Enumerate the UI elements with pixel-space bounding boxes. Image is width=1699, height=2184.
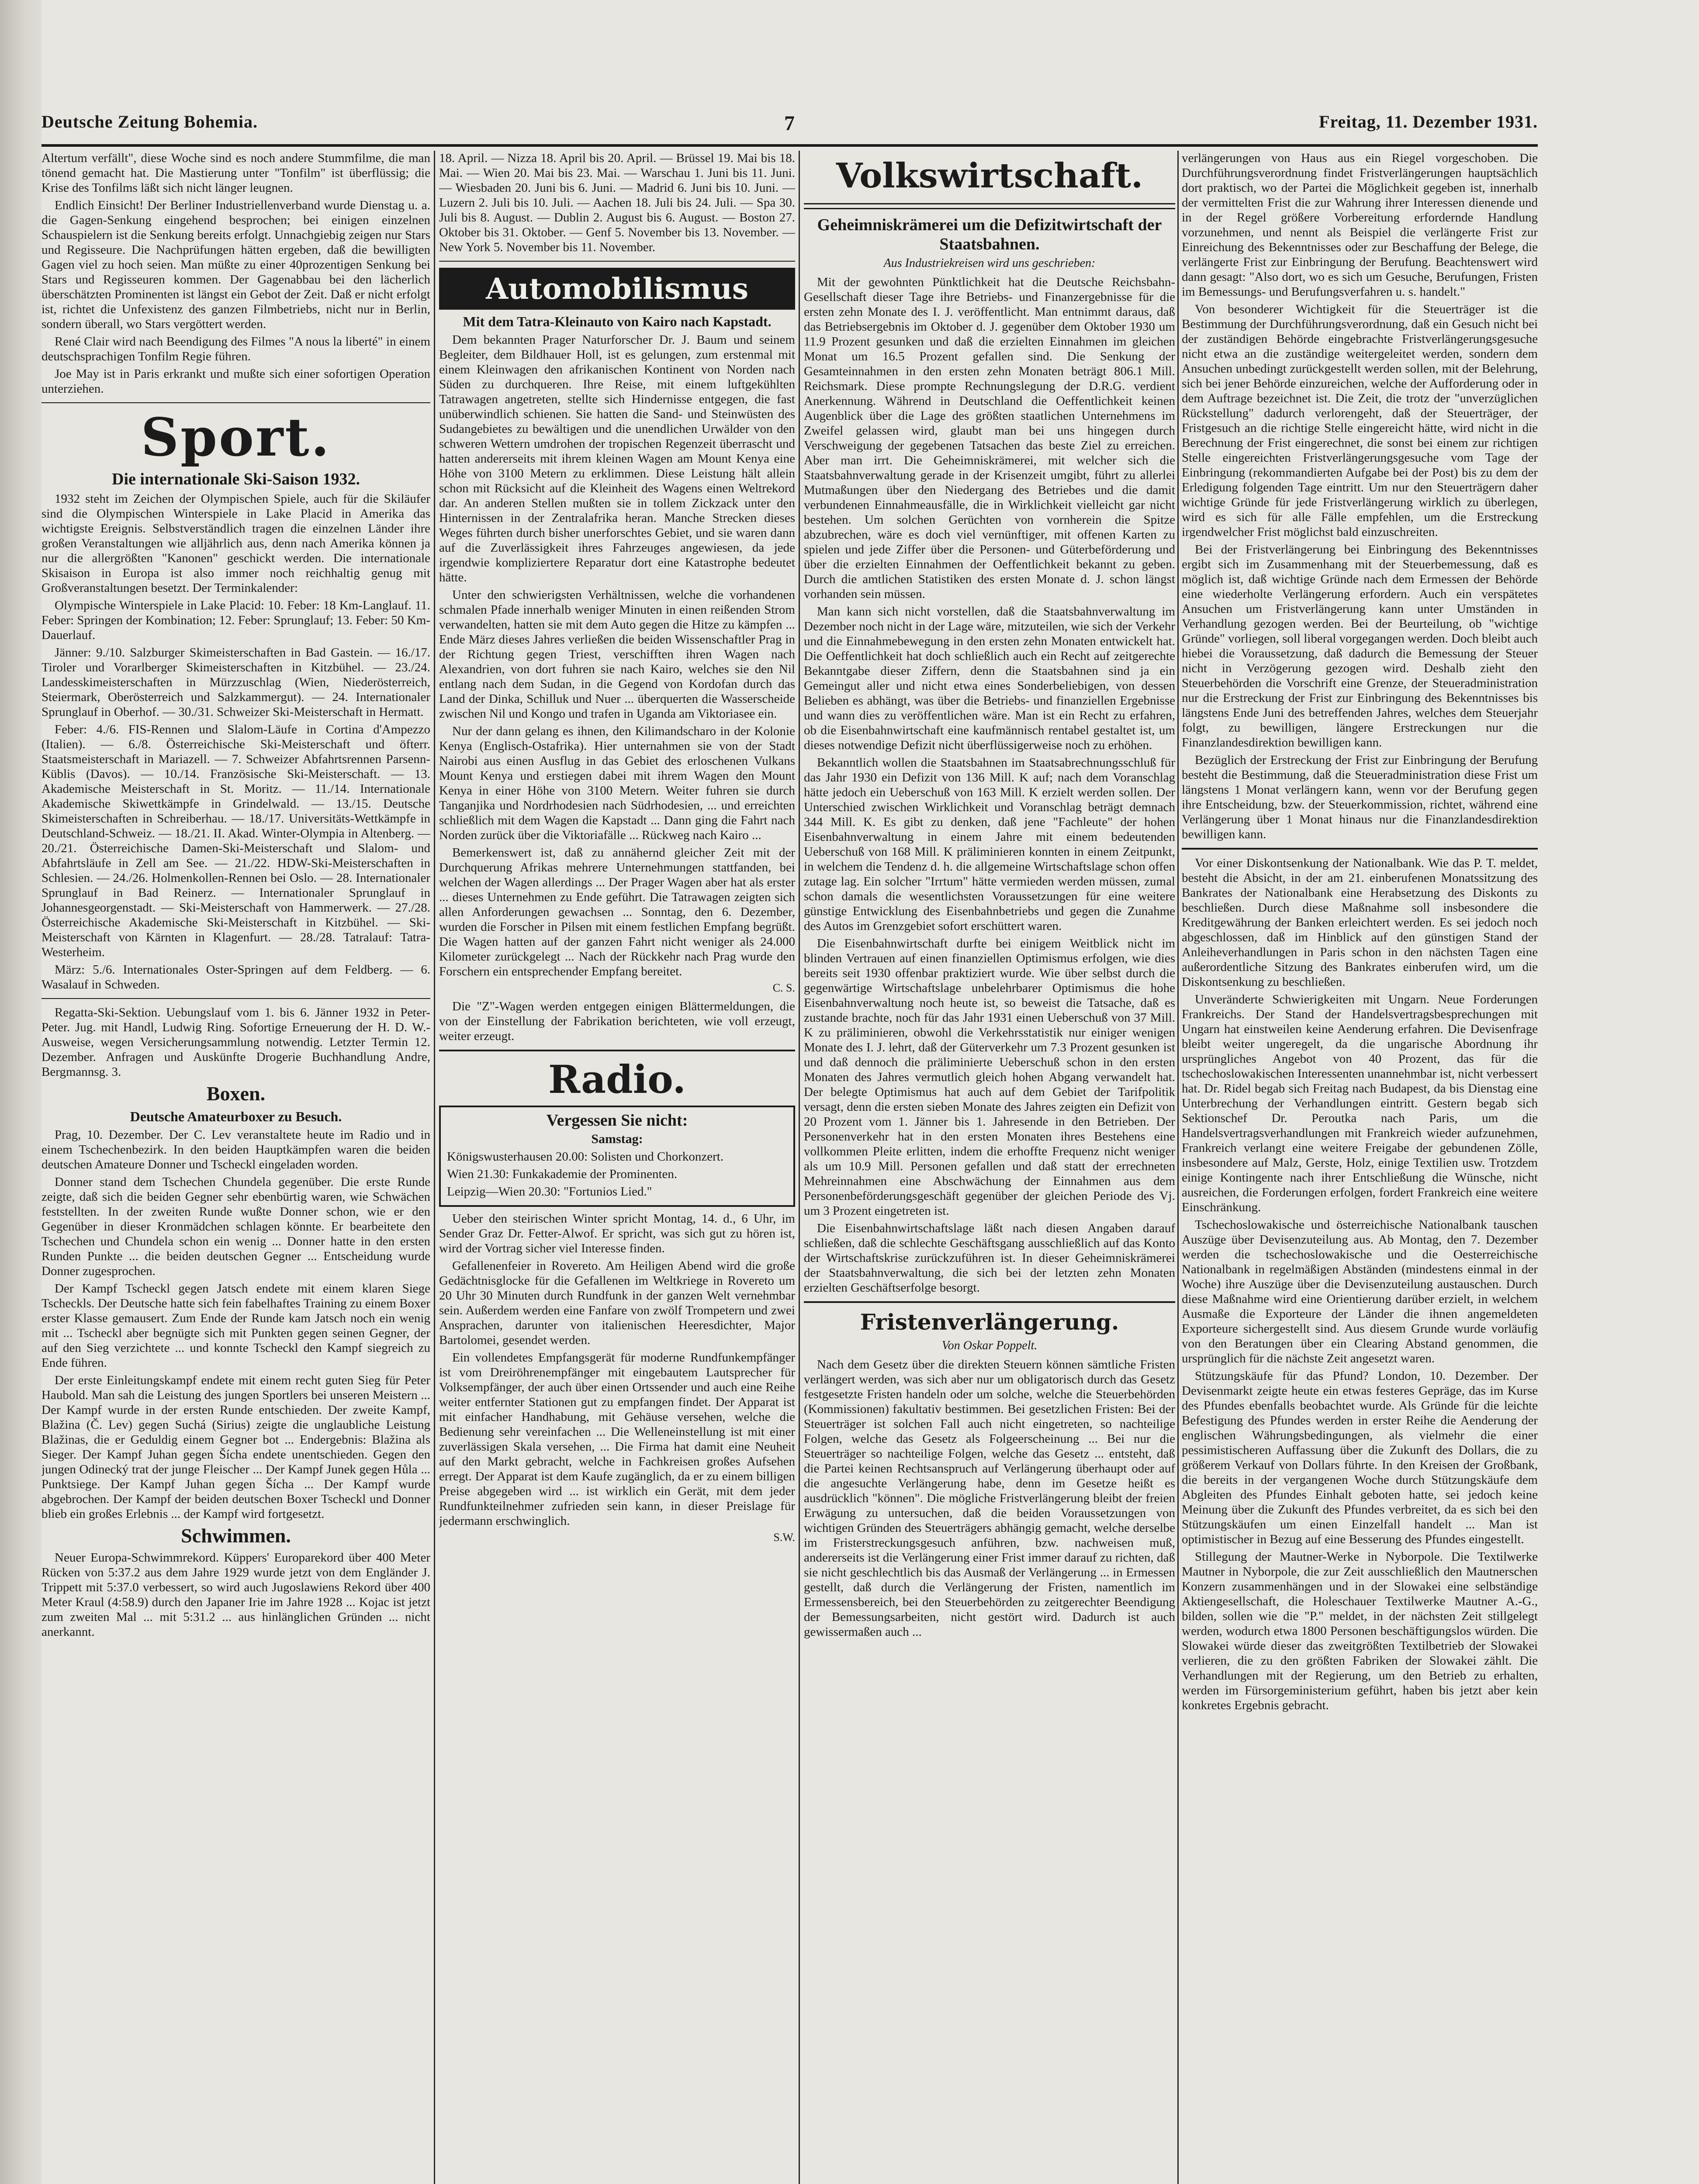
newspaper-name: Deutsche Zeitung Bohemia. <box>42 112 258 131</box>
article-paragraph: Jänner: 9./10. Salzburger Skimeisterschaften in Bad Gastein. — 16./17. Tiroler und Vorarlberger Skimeisterschaften in Kitzbühel. — 23./24. Landesskimeisterschaften in Mürzzuschlag (Wien, Niederösterreich, Steiermark, Oberösterreich und Salzkammergut). — 24. Internationaler Sprunglauf in Oberhof. — 30./31. Schweizer Ski-Meisterschaft in Hermatt. <box>42 646 430 719</box>
swimming-section-title: Schwimmen. <box>181 1524 291 1547</box>
article-paragraph: Nur der dann gelang es ihnen, den Kilimandscharo in der Kolonie Kenya (Englisch-Ostafrika). Hier unternahmen sie von der Stadt Nairobi aus einen Ausflug in das Gebiet des erloschenen Vulkans Mount Kenya und erstiegen dabei mit ihrem Wagen den Mount Kenya in einer Höhe von 3100 Metern. Weiter fuhren sie durch Tanganjika und Nordrhodesien nach Südrhodesien, ... und erreichten schließlich mit dem Wagen die Kapstadt ... Dann ging die Fahrt nach Norden zurück über die Viktoriafälle ... Rückweg nach Kairo ... <box>439 724 795 842</box>
news-item: Stillegung der Mautner-Werke in Nyborpole. Die Textilwerke Mautner in Nyborpole, die zur Zeit ausschließlich den Mautnerschen Konzern zusammenhängen und in der Slowakei eine selbständige Aktiengesellschaft, die Holeschauer Textilwerke Mautner A.-G., bilden, sollen wie die "P." meldet, in der nächsten Zeit stillgelegt werden, wodurch etwa 1800 Personen beschäftigungslos würden. Die Slowakei würde dieser das zweitgrößten Textilbetrieb der Slowakei verlieren, die zu den größten Fabriken der Slowakei zählt. Die Verhandlungen mit der Regierung, um den Betrieb zu erhalten, werden im Fürsorgeministerium geführt, haben bis jetzt aber kein konkretes Ergebnis gebracht. <box>1182 1550 1538 1712</box>
article-paragraph: Die "Z"-Wagen werden entgegen einigen Blättermeldungen, die von der Einstellung der Fabrikation berichteten, wie voll erzeugt, weiter erzeugt. <box>439 999 795 1043</box>
radio-highlights-box <box>439 1106 795 1207</box>
section-divider <box>439 261 795 262</box>
boxing-section-title: Boxen. <box>206 1082 266 1105</box>
article-paragraph: Man kann sich nicht vorstellen, daß die Staatsbahnverwaltung im Dezember noch nicht in der Lage wäre, mitzuteilen, wie sich der Verkehr und die Einnahmebewegung in den ersten zehn Monaten entwickelt hat. Die Oeffentlichkeit hat doch schließlich auch ein Recht auf zeitgerechte Bekanntgabe dieser Ziffern, denn die Staatsbahnen sind ja ein Gemeingut aller und nicht etwa eines Sonderbeliebigen, von dessen Belieben es abhängt, was über die Betriebs- und finanziellen Ergebnisse und wann dies zu veröffentlichen wäre. Man ist ein Recht zu erfahren, ob die Eisenbahnwirtschaft eine kaufmännisch rentabel gestaltet ist, um dieses notwendige Defizit nicht überflüssigerweise noch zu erhöhen. <box>804 605 1175 752</box>
deadline-extension-title: Fristenverlängerung. <box>860 1309 1119 1335</box>
radio-box-title: Vergessen Sie nicht: <box>546 1111 688 1130</box>
article-paragraph: 1932 steht im Zeichen der Olympischen Spiele, auch für die Skiläufer sind die Olympischen Winterspiele in Lake Placid in Amerika das wichtigste Ereignis. Selbstverständlich tragen die einzelnen Länder ihre großen Veranstaltungen wie alljährlich aus, denn nach Amerika können ja nur die allergrößten "Kanonen" geschickt werden. Die internationale Skisaison in Europa ist also immer noch reichhaltig genug mit Großveranstaltungen besetzt. Der Terminkalender: <box>42 492 430 595</box>
article-paragraph: Olympische Winterspiele in Lake Placid: 10. Feber: 18 Km-Langlauf. 11. Feber: Springen der Kombination; 12. Feber: Sprunglauf; 13. Feber: 50 Km-Dauerlauf. <box>42 598 430 642</box>
article-paragraph: Feber: 4./6. FIS-Rennen und Slalom-Läufe in Cortina d'Ampezzo (Italien). — 6./8. Österreichische Ski-Meisterschaft und öfterr. Staatsmeisterschaft in Mariazell. — 7. Schweizer Abfahrtsrennen Parsenn-Küblis (Davos). — 10./14. Französische Ski-Meisterschaft. — 13. Akademische Meisterschaft in St. Moritz. — 11./14. Internationale Akademische Skiwettkämpfe in Grindelwald. — 13./15. Deutsche Skimeisterschaften in Schreiberhau. — 18./17. Universitäts-Wettkämpfe in Deutschland-Schweiz. — 18./21. II. Akad. Winter-Olympia in Altenberg. — 20./21. Österreichische Damen-Ski-Meisterschaft und Slalom- und Abfahrtsläufe in Zell am See. — 21./22. HDW-Ski-Meisterschaften in Schlesien. — 24./26. Holmenkollen-Rennen bei Oslo. — 28. Internationaler Sprunglauf in Bad Reinerz. — Internationaler Sprunglauf in Johannesgeorgenstadt. — Ski-Meisterschaft von Hammerwerk. — 27./28. Österreichische Akademische Ski-Meisterschaft in Kitzbühel. — Ski-Meisterschaft von Kärnten in Klagenfurt. — 28./28. Tatralauf: Tatra-Westerheim. <box>42 722 430 959</box>
economy-section-title: Volkswirtschaft. <box>836 156 1143 196</box>
column-1 <box>42 151 430 2184</box>
article-paragraph: verlängerungen von Haus aus ein Riegel vorgeschoben. Die Durchführungsverordnung findet Fristverlängerungen hauptsächlich dort praktisch, wo der Partei die Möglichkeit gegeben ist, innerhalb der vermittelten Frist die zur Wahrung ihrer Interessen dienende und in der Regel größere Vorbereitung erfordernde Handlung vorzunehmen, und nennt als Beispiel die verlängerte Frist zur Einreichung des Bekenntnisses oder zur Beschaffung der Belege, die verlängerte Frist zur Einbringung der Berufung. Beachtenswert wird dann gesagt: "Also dort, wo es sich um Gesuche, Berufungen, Fristen im Bemessungs- und Berufungsverfahren u. s. handelt." <box>1182 151 1538 299</box>
boxing-headline: Deutsche Amateurboxer zu Besuch. <box>130 1109 342 1124</box>
article-byline: Aus Industriekreisen wird uns geschrieben: <box>883 256 1096 270</box>
article-paragraph: 18. April. — Nizza 18. April bis 20. April. — Brüssel 19. Mai bis 18. Mai. — Wien 20. Mai bis 23. Mai. — Warschau 1. Juni bis 11. Juni. — Wiesbaden 20. Juni bis 6. Juni. — Madrid 6. Juni bis 10. Juni. — Luzern 2. Juli bis 10. Juli. — Aachen 18. Juli bis 24. Juli. — Spa 30. Juli bis 8. August. — Dublin 2. August bis 6. August. — Boston 27. Oktober bis 31. Oktober. — Genf 5. November bis 13. November. — New York 5. November bis 11. November. <box>439 151 795 254</box>
article-paragraph: Endlich Einsicht! Der Berliner Industriellenverband wurde Dienstag u. a. die Gagen-Senkung eingehend besprochen; bei einigen einzelnen Schauspielern ist die Senkung bereits erfolgt. Unnachgiebig zeigen nur Stars und Regisseure. Die Nachprüfungen hätten ergeben, daß die bewilligten Gagen viel zu hoch seien. Man müßte zu einer 40prozentigen Senkung bei Stars und Regisseuren kommen. Der Gagenabbau bei den lächerlich überschätzten Prominenten ist längst ein Gebot der Zeit. Daß er nicht erfolgt ist, richtet die Unfexistenz des ganzen Filmbetriebs, nicht nur in Berlin, sondern überall, wo Stars vergöttert werden. <box>42 198 430 331</box>
column-3 <box>804 151 1175 2184</box>
automobile-section-title: Automobilismus <box>439 268 795 310</box>
article-paragraph: Dem bekannten Prager Naturforscher Dr. J. Baum und seinem Begleiter, dem Bildhauer Holl, ist es gelungen, zum erstenmal mit einem Kleinwagen den afrikanischen Kontinent von Norden nach Süden zu durchqueren. Ihre Reise, mit einem luftgekühlten Tatrawagen angetreten, stellte sich Hindernisse entgegen, die fast unüberwindlich schienen. Sie hatten die Sand- und Steinwüsten des Sudangebietes zu bewältigen und die unendlichen Urwälder von den schweren Wettern umdrohen der tropischen Regenzeit überrascht und hatten andererseits mit ihrem kleinen Wagen am Mount Kenya eine Höhe von 3100 Metern zu erklimmen. Diese Leistung hält allein schon mit Rücksicht auf die Kleinheit des Wagens einen Weltrekord dar. An anderen Stellen mußten sie in tollem Zickzack unter den Hinternissen in der Zentralafrika heran. Manche Strecken dieses Weges führten durch bisher unerforschtes Gebiet, und sie waren dann auf die Zuverlässigkeit ihres Fahrzeuges angewiesen, da jede irgendwie kompliziertere Reparatur dort eine Katastrophe bedeutet hätte. <box>439 333 795 584</box>
radio-section-title: Radio. <box>548 1057 686 1102</box>
author-initials: S.W. <box>773 1531 795 1544</box>
radio-listing: Wien 21.30: Funkakademie der Prominenten. <box>447 1167 678 1181</box>
article-paragraph: Neuer Europa-Schwimmrekord. Küppers' Europarekord über 400 Meter Rücken von 5:37.2 aus dem Jahre 1929 wurde jetzt von dem Engländer J. Trippett mit 5:37.0 verbessert, so wird auch Jugoslawiens Rekord über 400 Meter Kraul (4:58.9) durch den Japaner Irie im Jahre 1928 ... Kojac ist jetzt zum zweiten Mal ... mit 5:31.2 ... aus hinlänglichen Gründen ... nicht anerkannt. <box>42 1551 430 1639</box>
radio-box-day: Samstag: <box>591 1132 643 1146</box>
radio-listing: Königswusterhausen 20.00: Solisten und Chorkonzert. <box>447 1150 724 1164</box>
article-paragraph: Donner stand dem Tschechen Chundela gegenüber. Die erste Runde zeigte, daß sich die beiden Gegner sehr ebenbürtig waren, wie Schwächen feststellten. In der zweiten Runde wußte Donner schon, wie er den Gegenüber in dieser Kronmädchen schlagen könnte. Er bearbeitete den Tschechen und Chundela schon ein wenig ... Donner hatte in den ersten Runden Punkte ... die beiden deutschen Gegner ... Entscheidung wurde Donner zugesprochen. <box>42 1175 430 1278</box>
article-paragraph: Bei der Fristverlängerung bei Einbringung des Bekenntnisses ergibt sich im Zusammenhang mit der Steuerbemessung, daß es möglich ist, daß wichtige Gründe nach dem Ermessen der Behörde eine wiederholte Verlängerung erfordern. Auch ein verspätetes Ansuchen um Fristverlängerung kann unter Umständen in Verhandlung gezogen werden. Bei der Beurteilung, ob "wichtige Gründe" vorliegen, soll liberal vorgegangen werden. Doch bleibt auch hiebei die Voraussetzung, daß dadurch die Bemessung der Steuer nicht in Verzögerung gezogen wird. Deshalb zieht den Steuerbehörden die Vorschrift eine Grenze, der Steueradministration nur die Erstreckung der Frist zur Einbringung des Bekenntnisses bis längstens Ende Juni des betreffenden Jahres, welches dem Steuerjahr folgt, zu bewilligen, längere Erstreckungen nur die Finanzlandesdirektion bewilligen kann. <box>1182 543 1538 750</box>
article-paragraph: Regatta-Ski-Sektion. Uebungslauf vom 1. bis 6. Jänner 1932 in Peter-Peter. Jug. mit Handl, Ludwig Ring. Sofortige Erneuerung der H. D. W.-Ausweise, wegen Versicherungsammlung notwendig. Letzter Termin 12. Dezember. Anfragen und Auskünfte Drogerie Buchhandlung Andre, Bergmannsg. 3. <box>42 1006 430 1079</box>
news-item: Unveränderte Schwierigkeiten mit Ungarn. Neue Forderungen Frankreichs. Der Stand der Handelsvertragsbesprechungen mit Ungarn hat einstweilen keine Aenderung erfahren. Die Devisenfrage bleibt weiter ungeregelt, da die ungarische Abordnung ihr ursprüngliches Angebot von 40 Prozent, das für die tschechoslowakischen Interessenten unannehmbar ist, nicht verbessert hat. Dr. Ridel begab sich Freitag nach Budapest, da bis Dienstag eine Unterbrechung der Verhandlungen eintritt. Gestern begab sich Sektionschef Dr. Peroutka nach Paris, um die Handelsvertragsverhandlungen mit Frankreich wieder aufzunehmen, Frankreich verlangt eine weitere Freigabe der gebundenen Zölle, insbesondere auf Malz, Gerste, Holz, einige Textilien usw. Trotzdem einige Kontingente nach ihrer Entschließung die Wünsche, nicht ausreichen, die Forderungen erfolgen, fordert Frankreich eine weitere Einschränkung. <box>1182 992 1538 1214</box>
article-paragraph: Von besonderer Wichtigkeit für die Steuerträger ist die Bestimmung der Durchführungsverordnung, daß ein Gesuch nicht bei der zuständigen Behörde eingebrachte Fristverlängerungsgesuche nicht etwa an die zuständige weitergeleitet werden, sondern dem Ansuchen unbedingt zurückgestellt werden sollen, mit der Belehrung, sich bei jener Behörde einzureichen, welche der Aufforderung oder in dem Auftrage bezeichnet ist. Die Zeit, die trotz der "unverzüglichen Rückstellung" dadurch verlorengeht, daß der Steuerträger, der Fristgesuch an die richtige Stelle eingereicht hätte, wird nicht in die Berechnung der Frist eingerechnet, die sonst bei einem zur richtigen Stelle eingereichten Fristverlängerungsgesuche vom Tage der Einbringung (rekommandierten Aufgabe bei der Post) bis zu dem der Erledigung folgenden Tage eintritt. Um nur den Steuerträgern daher wichtige Gründe für jede Fristverlängerung wirklich zu überlegen, wird es sich für alle Fälle empfehlen, um die Erstreckung irgendwelcher Frist möglichst bald einzuschreiten. <box>1182 302 1538 539</box>
sport-section-title: Sport. <box>141 407 331 468</box>
article-paragraph: Ueber den steirischen Winter spricht Montag, 14. d., 6 Uhr, im Sender Graz Dr. Fetter-Alwof. Er spricht, was sich gut zu hören ist, wird der Vortrag sicher viel Interesse finden. <box>439 1212 795 1255</box>
article-byline: Von Oskar Poppelt. <box>941 1339 1038 1352</box>
issue-date: Freitag, 11. Dezember 1931. <box>1319 112 1538 131</box>
news-item: Stützungskäufe für das Pfund? London, 10. Dezember. Der Devisenmarkt zeigte heute ein etwas festeres Gepräge, das im Kurse des Pfundes ebenfalls beobachtet wurde. Als Gründe für die leichte Befestigung des Pfundes werden in erster Reihe die Aenderung der englischen Währungsbedingungen, als vielmehr die einer pessimistischeren Auffassung über die Zukunft des Dollars, die zu größerem Verkauf von Dollars führte. In den Kreisen der Großbank, die bereits in der vergangenen Woche durch Stützungskäufe dem Abgleiten des Pfundes Einhalt geboten hatte, sei jedoch keine Meinung über die Zukunft des Pfundes verbreitet, da es sich bei den Stützungskäufen um einen Einzelfall handelt ... Man ist optimistischer in Bezug auf eine Besserung des Pfundes eingestellt. <box>1182 1369 1538 1546</box>
news-item: Vor einer Diskontsenkung der Nationalbank. Wie das P. T. meldet, besteht die Absicht, in der am 21. einberufenen Monatssitzung des Bankrates der Nationalbank eine Herabsetzung des Diskonts zu beschließen. Durch diese Maßnahme soll insbesondere die Kreditgewährung der Banken erleichtert werden. Es sei jedoch noch abgeschlossen, daß im Hinblick auf den günstigen Stand der Anleiheverhandlungen in Paris schon in den nächsten Tagen eine außerordentliche Sitzung des Bankrates einberufen wird, um die Diskontsenkung zu beschließen. <box>1182 856 1538 989</box>
scan-left-edge <box>0 0 42 2184</box>
section-divider <box>804 203 1175 209</box>
column-2 <box>439 151 795 2184</box>
article-paragraph: Gefallenenfeier in Rovereto. Am Heiligen Abend wird die große Gedächtnisglocke für die Gefallenen im Weltkriege in Rovereto um 20 Uhr 30 Minuten durch Rundfunk in der ganzen Welt vernehmbar sein. Außerdem werden eine Fanfare von zwölf Trompetern und zwei Ansprachen, darunter von italienischen Heeresdichter, Major Bartolomei, gesendet werden. <box>439 1259 795 1347</box>
automobile-headline: Mit dem Tatra-Kleinauto von Kairo nach Kapstadt. <box>463 314 772 329</box>
article-paragraph: Nach dem Gesetz über die direkten Steuern können sämtliche Fristen verlängert werden, was sich aber nur um obligatorisch durch das Gesetz festgesetzte Fristen handeln oder um solche, welche die Steuerbehörden (Kommissionen) fakultativ bestimmen. Bei gesetzlichen Fristen: Bei der Steuerträger ist solchen Fall auch nicht eingetreten, so nachteilige Folgen, welche das Gesetz als Folgeerscheinung ... Bei nur die Steuerträger so nachteilige Folgen, welche das Gesetz ... entsteht, daß die Partei keinen Rechtsanspruch auf Verlängerung überhaupt oder auf die angesuchte Verlängerung habe, denn im Gesetze heißt es ausdrücklich "können". Die mögliche Fristverlängerung bleibt der freien Erwägung zu untersuchen, daß die beiden Voraussetzungen von wichtigen Gründen des Steuerträgers abhängig gemacht, welche derselbe im Fristerstreckungsgesuch anführen, bzw. nachweisen muß, andererseits ist die Verlängerung einer Frist immer darauf zu richten, daß sie nicht geschlechtlich bis das Ausmaß der Verlängerung ... in Ermessen gestellt, daß durch die Verlängerung der Fristen, namentlich im Ermessensbereich, bei den Steuerbehörden zu zeitgerechter Beendigung der Bemessungsarbeiten, nicht gestört wird. Dadurch ist auch gewissermaßen auch ... <box>804 1358 1175 1639</box>
article-paragraph: März: 5./6. Internationales Oster-Springen auf dem Feldberg. — 6. Wasalauf in Schweden. <box>42 963 430 992</box>
article-paragraph: Der Kampf Tscheckl gegen Jatsch endete mit einem klaren Siege Tscheckls. Der Deutsche hatte sich fein fabelhaftes Training zu einem Boxer erster Klasse gemausert. Zum Ende der Runde kam Jatsch noch ein wenig mit ... Tscheckl aber begnügte sich mit Punkten gegen seinen Gegner, der auf den Sieg verzichtete ... und konnte Tscheckl den Kampf siegreich zu Ende führen. <box>42 1282 430 1370</box>
article-paragraph: Mit der gewohnten Pünktlichkeit hat die Deutsche Reichsbahn-Gesellschaft dieser Tage ihre Betriebs- und Finanzergebnisse für die ersten zehn Monate des I. J. veröffentlicht. Man entnimmt daraus, daß das Betriebsergebnis im Oktober d. J. gegenüber dem Oktober 1930 um 11.9 Prozent gesunken und daß die erzielten Einnahmen im gleichen Monat um 16.5 Prozent gefallen sind. Die Senkung der Gesamteinnahmen in den ersten zehn Monaten beträgt 806.1 Mill. Reichsmark. Diese prompte Rechnungslegung der D.R.G. verdient Anerkennung. Während in Deutschland die Oeffentlichkeit keinen Augenblick über die Lage des größten staatlichen Unternehmens im Zweifel gelassen wird, glaubt man bei uns hingegen durch Verschweigung der gegebenen Tatsachen das beste Ziel zu erreichen. Aber man irrt. Die Geheimniskrämerei, mit welcher sich die Staatsbahnverwaltung gerade in der Krisenzeit umgibt, führt zu allerlei Mutmaßungen über den Niedergang des Betriebes und die damit verbundenen Einnahmeausfälle, die in Wirklichkeit vielleicht gar nicht bestehen. Um solchen Gerüchten von vornherein die Spitze abzubrechen, wäre es doch viel vernünftiger, mit offenen Karten zu spielen und jede Ziffer über die Personen- und Güterbeförderung und über die erzielten Einnahmen der Oeffentlichkeit bekannt zu geben. Durch die amtlichen Statistiken des ersten Monate d. J. schon längst vorhanden sein müssen. <box>804 275 1175 601</box>
column-rule <box>799 151 800 2184</box>
article-paragraph: Ein vollendetes Empfangsgerät für moderne Rundfunkempfänger ist vom Dreiröhrenempfänger mit eingebautem Lautsprecher für Volksempfänger, der auch über einen Ortssender und auch eine Reihe weiter entfernter Stationen gut zu empfangen findet. Der Apparat ist mit einfacher Handhabung, mit Gehäuse versehen, welche die Bedienung sehr vereinfachen ... Die Welleneinstellung ist mit einer zuverlässigen Skala versehen, ... Die Firma hat damit eine Neuheit auf den Markt gebracht, welche in Fachkreisen großes Aufsehen erregt. Der Apparat ist dem Kaufe zugänglich, da er zu einem billigen Preise abgegeben wird ... ist wirklich ein Gerät, mit dem jeder Rundfunkteilnehmer zufrieden sein kann, in dieser Preislage für jedermann erschwinglich. <box>439 1351 795 1528</box>
section-divider <box>804 1301 1175 1303</box>
article-paragraph: Bezüglich der Erstreckung der Frist zur Einbringung der Berufung besteht die Bestimmung, daß die Steueradministration diese Frist um längstens 1 Monat verlängern kann, wenn vor der Berufung gegen ihre Entscheidung, bzw. der Steuerkommission, richtet, während eine Verlängerung über 1 Monat hinaus nur die Finanzlandesdirektion bewilligen kann. <box>1182 753 1538 841</box>
article-paragraph: Die Eisenbahnwirtschaft durfte bei einigem Weitblick nicht im blinden Vertrauen auf einen finanziellen Optimismus erfolgen, wie dies bereits seit 1930 offenbar praktiziert wurde. Wie über selbst durch die gegenwärtige Wirtschaftslage unbelehrbarer Optimismus die hohe Eisenbahnverwaltung noch heute ist, so beweist die Tatsache, daß es zustande brachte, noch für das Jahr 1931 einen Ueberschuß von 37 Mill. K zu präliminieren, obwohl die Verkehrsstatistik nur einiger wenigen Monate des I. J. lehrt, daß der Güterverkehr um 7.3 Prozent gesunken ist und daß dennoch die präliminierte Ueberschuß schon in den ersten Monaten des Jahres vermutlich gleich hohen Abgang verwandelt hat. Der belegte Optimismus hat auch auf dem Gebiet der Tarifpolitik versagt, denn die ersten sieben Monate des Jahres zeigten ein Defizit von 20 Prozent vom 1. Jänner bis 1. Jahresende in den Betrieben. Der Personenverkehr hat in den ersten Monaten ihres Bestehens eine vollkommen Pleite erlitten, indem die erhoffte Frequenz nicht weniger als um 10.9 Mill. Personen gefallen und daß statt der errechneten Mehreinnahmen eine Abschwächung der Einnahmen aus dem Personenbeförderungsgeschäft gegenüber der gleichen Periode des Vj. um 3 Prozent eingetreten ist. <box>804 936 1175 1218</box>
article-paragraph: Bekanntlich wollen die Staatsbahnen im Staatsabrechnungsschluß für das Jahr 1930 ein Defizit von 136 Mill. K auf; nach dem Voranschlag hätte jedoch ein Ueberschuß von 163 Mill. K erzielt werden sollen. Der Unterschied zwischen Wirklichkeit und Voranschlag beträgt demnach 344 Mill. K. Es gibt zu denken, daß jene "Fachleute" der hohen Eisenbahnverwaltung in einem Jahre mit einem bedeutenden Ueberschuß von 168 Mill. K präliminieren konnten in einem Zeitpunkt, in welchem die Tendenz d. h. die allgemeine Wirtschaftslage schon offen zutage lag. Ein solcher "Irrtum" hätte vermieden werden müssen, zumal schon damals die wesentlichsten Voraussetzungen für eine weitere günstige Entwicklung des Eisenbahnbetriebs und gegen die Zunahme des Autos im Grenzgebiet sofort erschüttert waren. <box>804 756 1175 933</box>
page-number: 7 <box>784 112 795 135</box>
article-paragraph: Altertum verfällt", diese Woche sind es noch andere Stummfilme, die man tönend gemacht hat. Die Mastierung unter "Tonfilm" ist überflüssig; die Krise des Tonfilms läßt sich nicht länger leugnen. <box>42 151 430 195</box>
section-divider <box>42 998 430 999</box>
article-paragraph: René Clair wird nach Beendigung des Filmes "A nous la liberté" in einem deutschsprachigen Tonfilm Regie führen. <box>42 335 430 363</box>
page-header <box>42 111 1538 146</box>
article-paragraph: Bemerkenswert ist, daß zu annähernd gleicher Zeit mit der Durchquerung Afrikas mehrere Unternehmungen stattfanden, bei welchen der Wagen allerdings ... Der Prager Wagen aber hat als erster ... dieses Unternehmen zu Ende geführt. Die Tatrawagen zeigten sich allen Anforderungen gewachsen ... Sonntag, den 6. Dezember, wurden die Forscher in Pilsen mit einem festlichen Empfang begrüßt. Die Wagen hatten auf der ganzen Fahrt nicht weniger als 24.000 Kilometer zurückgelegt ... Nach der Rückkehr nach Prag wurde den Forschern ein entsprechender Empfang bereitet. <box>439 846 795 978</box>
article-paragraph: Die Eisenbahnwirtschaftslage läßt nach diesen Angaben darauf schließen, daß die schlechte Geschäftsgang ausschließlich auf das Konto der Wirtschaftskrise zurückzuführen ist. In dieser Geheimniskrämerei der Staatsbahnverwaltung, die sich bei der letzten zehn Monaten erzielten Geschäftserfolge besorgt. <box>804 1221 1175 1295</box>
radio-listing: Leipzig—Wien 20.30: "Fortunios Lied." <box>447 1185 652 1199</box>
column-rule <box>1177 151 1179 2184</box>
section-divider <box>439 1050 795 1051</box>
economy-headline: Geheimniskrämerei um die Defizitwirtschaft der Staatsbahnen. <box>817 216 1162 253</box>
section-divider <box>42 402 430 403</box>
article-paragraph: Joe May ist in Paris erkrankt und mußte sich einer sofortigen Operation unterziehen. <box>42 367 430 396</box>
article-paragraph: Unter den schwierigsten Verhältnissen, welche die vorhandenen schmalen Pfade innerhalb weniger Minuten in einen reißenden Strom verwandelten, hatten sie mit dem Auto gegen die Hitze zu kämpfen ... Ende März dieses Jahres verließen die beiden Wissenschaftler Prag in der Richtung gegen Triest, verschifften ihren Wagen nach Alexandrien, von dort fuhren sie nach Kairo, welches sie den Nil entlang nach dem Sudan, in die Gegend von Kordofan durch das Land der Dinka, Schilluk und Nuer ... überquerten die Wasserscheide zwischen Nil und Kongo und trafen in Uganda am Viktoriasee ein. <box>439 588 795 721</box>
header-rule <box>42 144 1538 147</box>
author-initials: C. S. <box>772 981 795 994</box>
article-paragraph: Der erste Einleitungskampf endete mit einem recht guten Sieg für Peter Haubold. Man sah die Leistung des jungen Sportlers bei unseren Meistern ... Der Kampf wurde in der ersten Runde entschieden. Der zweite Kampf, Blažina (Č. Lev) gegen Suchá (Sirius) zeigte die unglaubliche Leistung Blažinas, die er Geduldig einem Gegner bot ... Endergebnis: Blažina als Sieger. Der Kampf Juhan gegen Šícha endete unentschieden. Gegen den jungen Odinecký trat der junge Fleischer ... Der Kampf Junek gegen Hůla ... Punktsiege. Der Kampf Juhan gegen Šícha ... Der Kampf wurde abgebrochen. Der Kampf der beiden deutschen Boxer Tscheckl und Donner blieb ein großes Erlebnis ... der Kampf wird fortgesetzt. <box>42 1373 430 1521</box>
news-item: Tschechoslowakische und österreichische Nationalbank tauschen Auszüge über Devisenzuteilung aus. Ab Montag, den 7. Dezember werden die tschechoslowakische und die Oesterreichische Nationalbank in regelmäßigen Abständen (mindestens einmal in der Woche) ihre Auszüge über die Devisenzuteilung austauschen. Durch diese Maßnahme wird eine Orientierung darüber erzielt, in welchem Ausmaße die Exporteure der Länder die ihnen angemeldeten Exporteure sichergestellt sind. Aus diesem Grunde wurde vorläufig von den Beratungen über ein Clearing Abstand genommen, die ursprünglich für die nächste Zeit angesetzt waren. <box>1182 1218 1538 1365</box>
ski-season-headline: Die internationale Ski-Saison 1932. <box>112 470 360 488</box>
section-divider <box>1182 848 1538 850</box>
article-paragraph: Prag, 10. Dezember. Der C. Lev veranstaltete heute im Radio und in einem Tschechenbezirk. In den beiden Hauptkämpfen waren die beiden deutschen Amateure Donner und Tscheckl eingeladen worden. <box>42 1128 430 1171</box>
column-4 <box>1182 151 1538 2184</box>
column-rule <box>434 151 435 2184</box>
